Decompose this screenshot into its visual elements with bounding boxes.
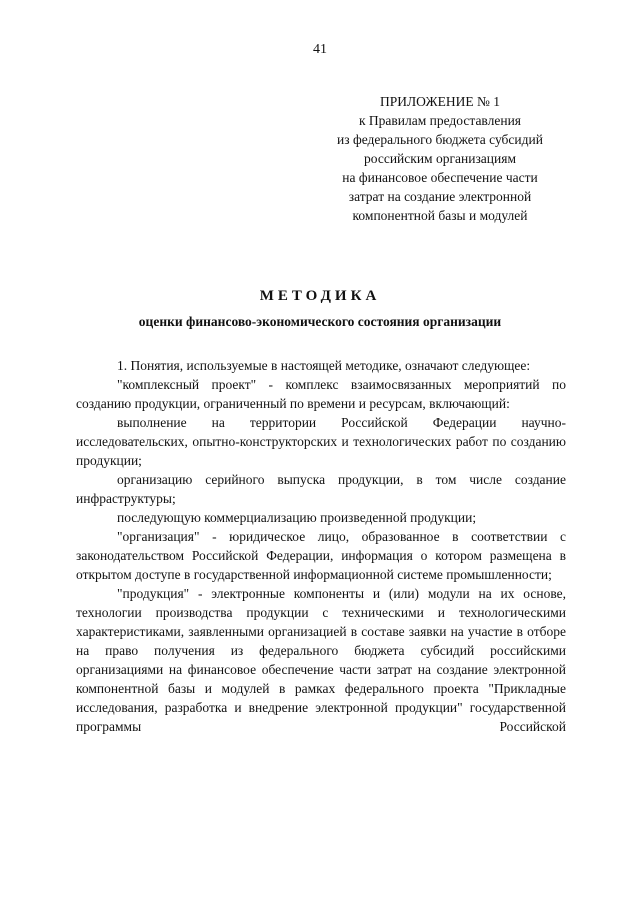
paragraph-rnd-work: выполнение на территории Российской Федерации научно-исследовательских, опытно-конструкторских и технологических работ по созданию продукции; xyxy=(76,415,566,468)
page-number: 41 xyxy=(313,42,327,57)
appendix-header xyxy=(300,92,580,225)
appendix-line: затрат на создание электронной xyxy=(348,189,532,204)
appendix-line: компонентной базы и модулей xyxy=(352,208,528,223)
appendix-line: ПРИЛОЖЕНИЕ № 1 xyxy=(379,94,501,109)
paragraph-definitions-intro: 1. Понятия, используемые в настоящей методике, означают следующее: xyxy=(117,358,531,373)
appendix-line: к Правилам предоставления xyxy=(358,113,522,128)
paragraph-commercialization: последующую коммерциализацию произведенной продукции; xyxy=(117,510,477,525)
paragraph-serial-production: организацию серийного выпуска продукции, в том числе создание инфраструктуры; xyxy=(76,472,566,506)
document-title: МЕТОДИКА xyxy=(259,288,381,304)
document-body xyxy=(76,356,566,736)
document-subtitle: оценки финансово-экономического состояния организации xyxy=(138,314,502,329)
appendix-line: на финансовое обеспечение части xyxy=(342,170,538,185)
paragraph-organization: "организация" - юридическое лицо, образованное в соответствии с законодательством Российской Федерации, информация о котором размещена в открытом доступе в государственной информационной системе промышленности; xyxy=(76,529,566,582)
paragraph-complex-project: "комплексный проект" - комплекс взаимосвязанных мероприятий по созданию продукции, ограниченный по времени и ресурсам, включающий: xyxy=(76,377,566,411)
appendix-line: российским организациям xyxy=(364,151,516,166)
appendix-line: из федерального бюджета субсидий xyxy=(337,132,543,147)
paragraph-product: "продукция" - электронные компоненты и (или) модули на их основе, технологии производства продукции с техническими и технологическими характеристиками, заявленными организацией в составе заявки на участие в отборе на право получения из федерального бюджета субсидий российскими организациями на финансовое обеспечение части затрат на создание электронной компонентной базы и модулей в рамках федерального проекта "Прикладные исследования, разработка и внедрение электронной продукции" государственной программы Российской xyxy=(76,586,566,734)
